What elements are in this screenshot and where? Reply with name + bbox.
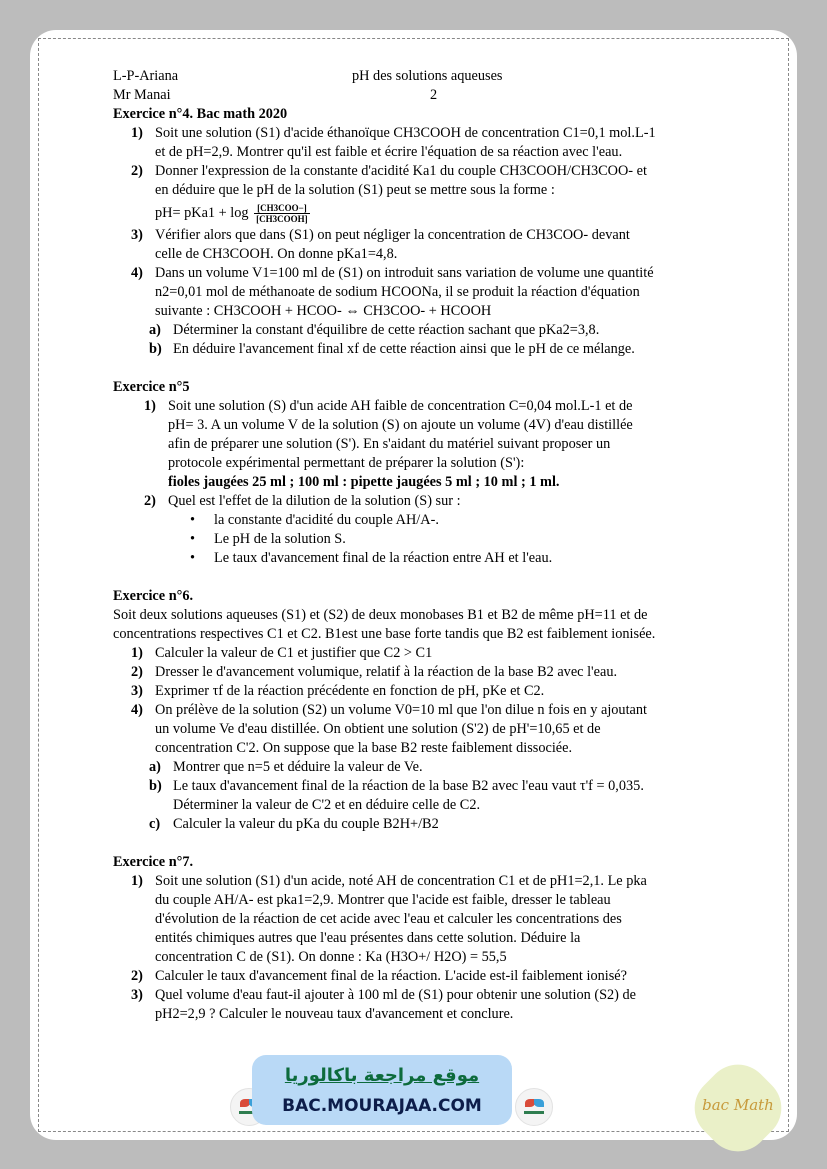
ex5-q1-line2: pH= 3. A un volume V de la solution (S) on ajoute un volume (4V) d'eau distillée [168,417,633,433]
fraction-numerator: [CH3COO−] [254,203,310,214]
sub-letter: b) [149,778,162,794]
question-number: 1) [131,645,143,661]
doc-title: pH des solutions aqueuses [352,68,503,84]
ex5-bullet-3 [113,549,743,568]
bullet-dot: • [190,512,196,528]
ex7-q2-text: Calculer le taux d'avancement final de la réaction. L'acide est-il faiblement ionisé? [155,968,627,984]
ex6-q3 [100,682,743,701]
header-row-1 [113,67,743,86]
ex6-q4-b [113,777,743,815]
teacher-name: Mr Manai [113,87,171,103]
ex6-q4-line3: concentration C'2. On suppose que la base B2 reste faiblement dissociée. [155,740,573,756]
page-number: 2 [430,87,438,103]
ex5-q1-line3: afin de préparer une solution (S'). En s'aidant du matériel suivant proposer un [168,436,611,452]
sub-letter: b) [149,341,162,357]
document-content [113,67,743,1024]
ex4-q4-a [113,321,743,340]
question-number: 2) [144,493,156,509]
exercise-7-title: Exercice n°7. [113,854,194,870]
ex4-q2-formula [155,200,743,226]
ex6-intro-line2: concentrations respectives C1 et C2. B1est une base forte tandis que B2 est faiblement ionisée. [113,626,656,642]
ex5-q1-line5: fioles jaugées 25 ml ; 100 ml : pipette jaugées 5 ml ; 10 ml ; 1 ml. [168,474,560,490]
banner-arabic-text[interactable]: موقع مراجعة باكالوريا [284,1065,480,1086]
question-number: 2) [131,163,143,179]
ex7-q1-line2: du couple AH/A- est pka1=2,9. Montrer que l'acide est faible, dresser le tableau [155,892,611,908]
right-badge-logo [515,1088,553,1126]
bullet-text: Le pH de la solution S. [214,531,346,547]
ex6-q1 [100,644,743,663]
ex4-q3 [113,226,743,264]
ex6-intro-line1: Soit deux solutions aqueuses (S1) et (S2) de deux monobases B1 et B2 de même pH=11 et de [113,607,648,623]
bullet-text: la constante d'acidité du couple AH/A-. [214,512,439,528]
ex6-q4-a [113,758,743,777]
ex7-q1-line4: entités chimiques autres que l'eau présentes dans cette solution. Déduire la [155,930,581,946]
spacer [113,568,743,587]
ex4-q4-b [113,340,743,359]
ex4-q4-line3: suivante : CH3COOH + HCOO- ⇔ CH3COO- + HCOOH [155,303,492,319]
formula-prefix: pH= pKa1 + log [155,205,249,221]
sub-text: Déterminer la constant d'équilibre de cette réaction sachant que pKa2=3,8. [173,322,600,338]
ex7-q3-line1: Quel volume d'eau faut-il ajouter à 100 ml de (S1) pour obtenir une solution (S2) de [155,987,637,1003]
ex4-q3-line1: Vérifier alors que dans (S1) on peut négliger la concentration de CH3COO- devant [155,227,630,243]
ex4-q4 [113,264,743,321]
school-name: L-P-Ariana [113,68,179,84]
fraction-denominator: [CH3COOH] [256,214,308,225]
question-number: 3) [131,987,143,1003]
ex4-q3-line2: celle de CH3COOH. On donne pKa1=4,8. [155,246,398,262]
question-number: 4) [131,702,143,718]
ex6-q4-line2: un volume Ve d'eau distillée. On obtient une solution (S'2) de pH'=10,65 et de [155,721,601,737]
ex5-q2 [113,492,743,511]
ex6-q4-c [113,815,743,834]
ex7-q1-line5: concentration C de (S1). On donne : Ka (H3O+/ H2O) = 55,5 [155,949,507,965]
question-number: 2) [131,968,143,984]
sub-text: Calculer la valeur du pKa du couple B2H+/B2 [173,816,439,832]
sub-letter: c) [149,816,161,832]
ex5-q1 [113,397,743,492]
header-row-2 [113,86,743,105]
ex6-q4-line1: On prélève de la solution (S2) un volume V0=10 ml que l'on dilue n fois en y ajoutant [155,702,648,718]
sub-text: En déduire l'avancement final xf de cette réaction ainsi que le pH de ce mélange. [173,341,635,357]
question-number: 4) [131,265,143,281]
bullet-dot: • [190,550,196,566]
ex4-q1 [113,124,743,162]
document-page [30,30,797,1140]
ex7-q1-line3: d'évolution de la réaction de cet acide avec l'eau et calculer les concentrations des [155,911,622,927]
ex4-q4-line1: Dans un volume V1=100 ml de (S1) on introduit sans variation de volume une quantité [155,265,654,281]
ex4-q4-line2: n2=0,01 mol de méthanoate de sodium HCOONa, il se produit la réaction d'équation [155,284,640,300]
seal-text: bac Math [702,1096,774,1114]
spacer [113,359,743,378]
site-banner-link[interactable] [252,1055,512,1125]
sub-text-line1: Le taux d'avancement final de la réaction de la base B2 avec l'eau vaut τ'f = 0,035. [173,778,644,794]
question-number: 2) [131,664,143,680]
ex7-q1-line1: Soit une solution (S1) d'un acide, noté AH de concentration C1 et de pH1=2,1. Le pka [155,873,647,889]
ex7-q3 [113,986,743,1024]
exercise-5-title: Exercice n°5 [113,379,190,395]
question-number: 1) [144,398,156,414]
question-number: 1) [131,873,143,889]
question-number: 1) [131,125,143,141]
ex6-q2 [100,663,743,682]
sub-text: Montrer que n=5 et déduire la valeur de Ve. [173,759,423,775]
ex4-q1-line1: Soit une solution (S1) d'acide éthanoïque CH3COOH de concentration C1=0,1 mol.L-1 [155,125,656,141]
exercise-4-title: Exercice n°4. Bac math 2020 [113,106,288,122]
ex6-q1-text: Calculer la valeur de C1 et justifier que C2 > C1 [155,645,433,661]
ex7-q3-line2: pH2=2,9 ? Calculer le nouveau taux d'avancement et conclure. [155,1006,514,1022]
ex7-q2 [113,967,743,986]
ex5-bullet-2 [113,530,743,549]
ex5-q2-line1: Quel est l'effet de la dilution de la solution (S) sur : [168,493,461,509]
exercise-6-title: Exercice n°6. [113,588,194,604]
sub-letter: a) [149,322,161,338]
question-number: 3) [131,683,143,699]
ex5-bullet-1 [113,511,743,530]
question-number: 3) [131,227,143,243]
ex4-q2-line1: Donner l'expression de la constante d'acidité Ka1 du couple CH3COOH/CH3COO- et [155,163,647,179]
ex6-q2-text: Dresser le d'avancement volumique, relatif à la réaction de la base B2 avec l'eau. [155,664,618,680]
ex5-q1-line1: Soit une solution (S) d'un acide AH faible de concentration C=0,04 mol.L-1 et de [168,398,633,414]
ex4-q1-line2: et de pH=2,9. Montrer qu'il est faible et écrire l'équation de sa réaction avec l'eau. [155,144,623,160]
ex5-q1-line4: protocole expérimental permettant de préparer la solution (S'): [168,455,525,471]
bullet-dot: • [190,531,196,547]
ex4-q2-line2: en déduire que le pH de la solution (S1) peut se mettre sous la forme : [155,182,555,198]
ex7-q1 [113,872,743,967]
ex4-q2 [113,162,743,226]
formula-fraction [254,203,310,224]
sub-text-line2: Déterminer la valeur de C'2 et en déduire celle de C2. [173,797,481,813]
banner-site-url[interactable]: BAC.MOURAJAA.COM [282,1096,482,1116]
sub-letter: a) [149,759,161,775]
bullet-text: Le taux d'avancement final de la réaction entre AH et l'eau. [214,550,553,566]
spacer [113,834,743,853]
ex6-q3-text: Exprimer τf de la réaction précédente en fonction de pH, pKe et C2. [155,683,545,699]
ex6-q4 [100,701,743,758]
